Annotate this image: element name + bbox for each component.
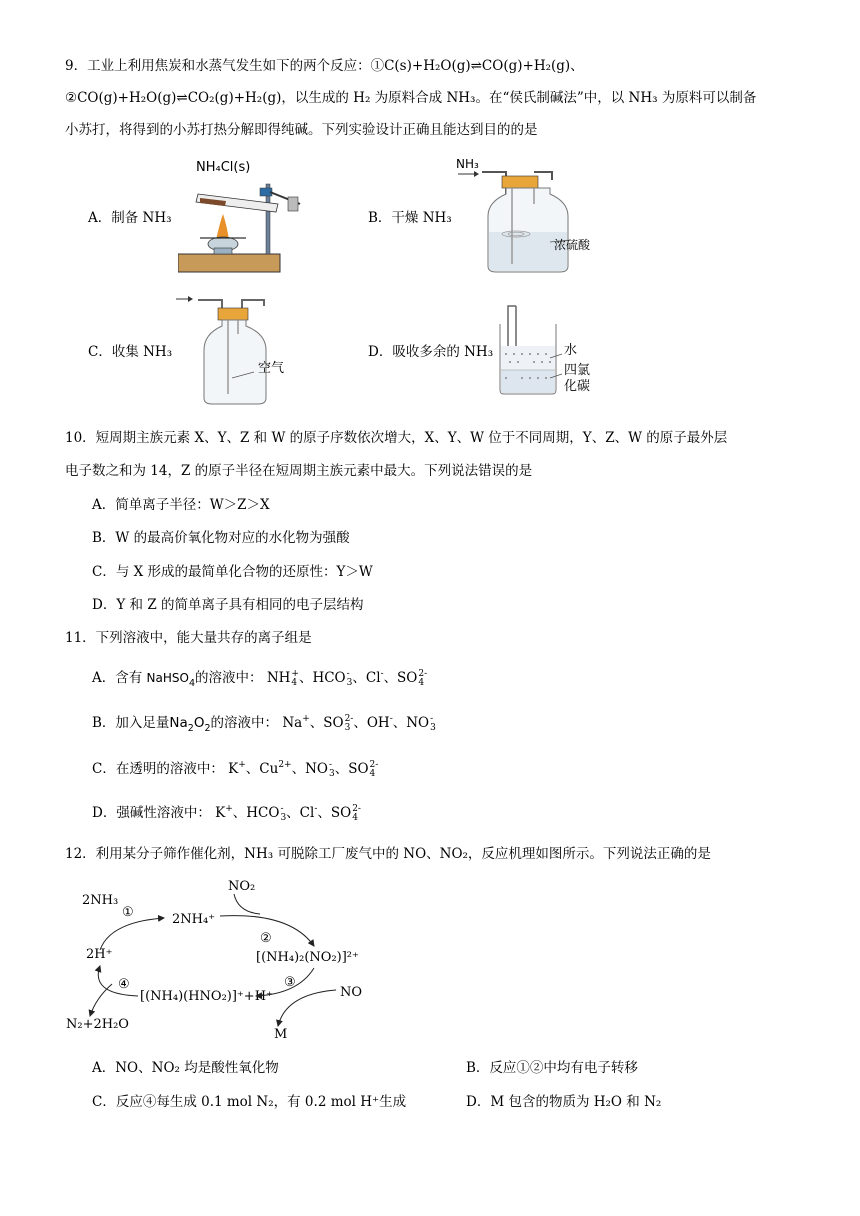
q11-option-b-mid: 的溶液中：	[210, 715, 279, 731]
node-complex-2: [(NH₄)(HNO₂)]⁺+H⁺	[140, 989, 273, 1004]
q9-option-b: B．干燥 NH₃	[368, 210, 452, 226]
q11-option-d-prefix: D．强碱性溶液中：	[92, 805, 211, 821]
step-3-label: ③	[284, 975, 296, 990]
figure-a-apparatus	[178, 154, 308, 279]
q9-stem-line1: 9．工业上利用焦炭和水蒸气发生如下的两个反应：①C(s)+H₂O(g)⇌CO(g)+H₂(g)、	[65, 58, 584, 74]
node-2h: 2H⁺	[86, 947, 113, 962]
q11-option-c-prefix: C．在透明的溶液中：	[92, 761, 224, 777]
step-4-label: ④	[118, 977, 130, 992]
node-complex-1: [(NH₄)₂(NO₂)]²⁺	[256, 950, 359, 965]
figure-d-label-ccl4-2: 化碳	[564, 379, 591, 394]
q10-stem-line2: 电子数之和为 14，Z 的原子半径在短周期主族元素中最大。下列说法错误的是	[65, 463, 533, 479]
q12-stem: 12．利用某分子筛作催化剂，NH₃ 可脱除工厂废气中的 NO、NO₂，反应机理如图所示。下列说法正确的是	[65, 846, 711, 862]
figure-c-apparatus	[172, 294, 312, 406]
q11-option-c: C．在透明的溶液中： K+、$Cu^{2+}$、NO - 3 、SO 2- 4	[92, 759, 379, 779]
q10-option-b: B．W 的最高价氧化物对应的水化物为强酸	[92, 530, 350, 546]
q11-option-a-prefix: A．含有	[92, 670, 143, 686]
figure-d-label-water: 水	[564, 343, 578, 358]
q11-option-a: A．含有 NaHSO$_4$的溶液中： NH + 4 、HCO - 3 、Cl-、SO 2- 4	[92, 668, 428, 689]
reaction-mechanism-diagram	[60, 876, 380, 1046]
figure-b-apparatus	[452, 154, 602, 274]
figure-d-label-ccl4-1: 四氯	[564, 363, 591, 378]
q12-option-c: C．反应④每生成 0.1 mol N₂，有 0.2 mol H⁺生成	[92, 1094, 407, 1110]
figure-c-label: 空气	[258, 361, 285, 376]
figure-a-label: NH₄Cl(s)	[196, 160, 251, 175]
q12-option-b: B．反应①②中均有电子转移	[466, 1060, 638, 1076]
node-2nh4: 2NH₄⁺	[172, 912, 216, 927]
node-no: NO	[340, 985, 363, 1000]
q9-option-a: A．制备 NH₃	[88, 210, 172, 226]
step-1-label: ①	[122, 905, 134, 920]
q11-option-d: D．强碱性溶液中： K+、HCO - 3 、Cl-、SO 2- 4	[92, 803, 361, 823]
q10-option-a: A．简单离子半径：W＞Z＞X	[92, 497, 270, 513]
q10-option-d: D．Y 和 Z 的简单离子具有相同的电子层结构	[92, 597, 364, 613]
q11-option-b-prefix: B．加入足量	[92, 715, 170, 731]
q11-option-a-salt: NaHSO	[146, 671, 189, 685]
node-n2-2h2o: N₂+2H₂O	[66, 1017, 129, 1032]
figure-b-label: 浓硫酸	[554, 238, 591, 252]
q11-stem: 11．下列溶液中，能大量共存的离子组是	[65, 630, 312, 646]
q12-option-a: A．NO、NO₂ 均是酸性氧化物	[92, 1060, 279, 1076]
node-no2: NO₂	[228, 879, 256, 894]
node-2nh3: 2NH₃	[82, 893, 119, 908]
figure-d-apparatus	[494, 304, 614, 398]
q9-option-d: D．吸收多余的 NH₃	[368, 344, 494, 360]
q12-option-d: D．M 包含的物质为 H₂O 和 N₂	[466, 1094, 662, 1110]
q9-stem-line2: ②CO(g)+H₂O(g)⇌CO₂(g)+H₂(g)，以生成的 H₂ 为原料合成 NH₃。在“侯氏制碱法”中，以 NH₃ 为原料可以制备	[65, 90, 757, 106]
q10-stem-line1: 10．短周期主族元素 X、Y、Z 和 W 的原子序数依次增大，X、Y、W 位于不同周期，Y、Z、W 的原子最外层	[65, 430, 728, 446]
q11-option-b: B．加入足量$Na_2O_2$的溶液中： Na+、SO 2- 3 、OH-、NO - 3	[92, 713, 436, 734]
q9-option-c: C．收集 NH₃	[88, 344, 173, 360]
q10-option-c: C．与 X 形成的最简单化合物的还原性：Y＞W	[92, 564, 373, 580]
q11-option-a-mid: 的溶液中：	[195, 670, 263, 686]
step-2-label: ②	[260, 931, 272, 946]
node-m: M	[274, 1027, 288, 1042]
figure-b-inlet-label: NH₃	[456, 157, 479, 171]
q9-stem-line3: 小苏打，将得到的小苏打热分解即得纯碱。下列实验设计正确且能达到目的的是	[65, 122, 538, 138]
